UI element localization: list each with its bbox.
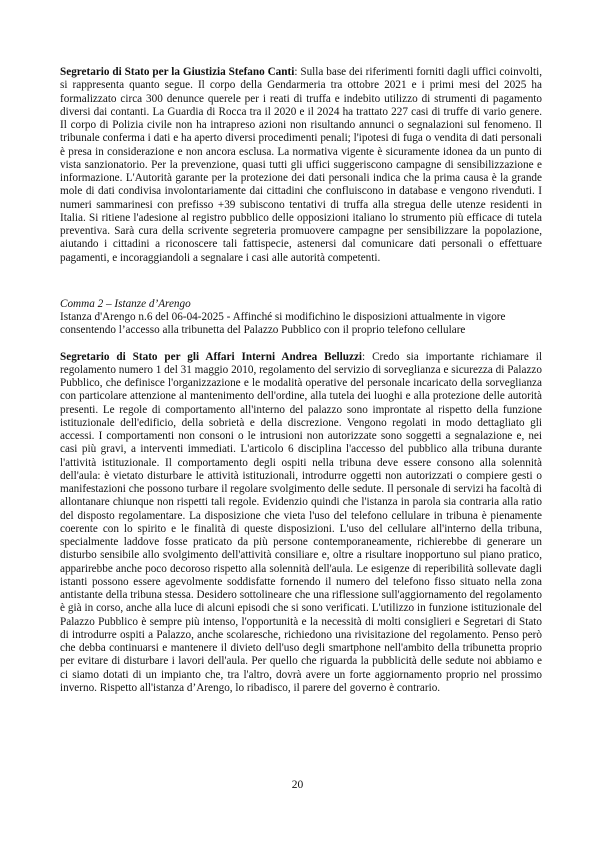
comma-heading-text: Comma 2 – Istanze d’Arengo — [60, 297, 191, 310]
istanza-description: Istanza d'Arengo n.6 del 06-04-2025 - Affinché si modifichino le disposizioni attualmente in vigore consentendo l’accesso alla tribunetta del Palazzo Pubblico con il proprio telefono cellulare — [60, 311, 506, 337]
document-body — [60, 66, 542, 695]
page-number: 20 — [291, 779, 304, 791]
speaker-name: Segretario di Stato per la Giustizia Stefano Canti — [60, 66, 295, 78]
paragraph-text: : Credo sia importante richiamare il regolamento numero 1 del 31 maggio 2010, regolamento del servizio di sorveglianza e sicurezza di Palazzo Pubblico, che definisce l'organizzazione e le modalità operative del personale incaricato della sorveglianza con particolare attenzione al mantenimento dell'ordine, alla tutela dei luoghi e alla protezione delle autorità presenti. Le regole di comportamento all'interno del palazzo sono improntate al rispetto della funzione istituzionale dell'edificio, della sobrietà e della discrezione. Vengono regolati in modo dettagliato gli accessi. I comportamenti non consoni o le intrusioni non autorizzate sono soggetti a segnalazione e, nei casi più gravi, a interventi immediati. L'articolo 6 disciplina l'accesso del pubblico alla tribuna durante l'attività istituzionale. Il comportamento degli ospiti nella tribuna deve essere consono alla solennità dell'aula: è vietato disturbare le attività istituzionali, introdurre oggetti non autorizzati o compiere gesti o manifestazioni che possono turbare il regolare svolgimento delle sedute. Il personale di servizi ha facoltà di allontanare chiunque non rispetti tali regole. Evidenzio quindi che l'istanza in parola sia contraria alla ratio del disposto regolamentare. La disposizione che vieta l'uso del telefono cellulare in tribuna è pienamente coerente con lo spirito e le finalità di queste disposizioni. L'uso del cellulare all'interno della tribuna, specialmente laddove fosse praticato da più persone contemporaneamente, richierebbe di generare un disturbo sensibile allo svolgimento dell'attività consiliare e, oltre a risultare inopportuno sul piano pratico, apparirebbe anche poco decoroso rispetto alla solennità dell'aula. Le esigenze di reperibilità sollevate dagli istanti possono essere agevolmente soddisfatte fornendo il numero del telefono fisso situato nella zona antistante della tribuna stessa. Desidero sottolineare che una riflessione sull'aggiornamento del regolamento è già in corso, anche alla luce di alcuni episodi che si sono verificati. L'utilizzo in funzione istituzionale del Palazzo Pubblico è sempre più intenso, l'opportunità e la necessità di molti consiglieri e Segretari di Stato di introdurre ospiti a Palazzo, anche scolaresche, richiedono una rivisitazione del regolamento. Penso però che debba continuarsi e mantenere il divieto dell'uso degli smartphone nell'ambito della tribunetta proprio per evitare di disturbare i lavori dell'aula. Per quello che riguarda la pubblicità delle sedute noi abbiamo e ci siamo dotati di un impianto che, tra l'altro, dovrà avere un forte aggiornamento proprio nel prossimo inverno. Rispetto all'istanza d’Arengo, lo ribadisco, il parere del governo è contrario. — [60, 350, 542, 694]
paragraph-giustizia — [60, 66, 542, 265]
comma-heading — [60, 298, 542, 311]
speaker-name: Segretario di Stato per gli Affari Interni Andrea Belluzzi — [60, 350, 363, 363]
paragraph-affari-interni — [60, 351, 542, 696]
paragraph-text: : Sulla base dei riferimenti forniti dagli uffici coinvolti, si rappresenta quanto segue. Il corpo della Gendarmeria tra ottobre 2021 e i primi mesi del 2025 ha formalizzato circa 300 denunce querele per i reati di truffa e indebito utilizzo di strumenti di pagamento diversi dai contanti. La Guardia di Rocca tra il 2020 e il 2024 ha trattato 227 casi di truffe di vario genere. Il corpo di Polizia civile non ha intrapreso azioni non risultando annunci o segnalazioni sul fenomeno. Il tribunale conferma i dati e ha aperto diversi procedimenti penali; l'ipotesi di fuga o vendita di dati personali è presa in considerazione e non ancora esclusa. La normativa vigente è sicuramente idonea da un punto di vista sanzionatorio. Per la prevenzione, quasi tutti gli uffici suggeriscono campagne di sensibilizzazione e informazione. L'Autorità garante per la protezione dei dati personali indica che la prima causa è la grande mole di dati condivisa involontariamente dai cittadini che confluiscono in database e vengono rivenduti. I numeri sammarinesi con prefisso +39 subiscono tentativi di truffa alla stregua delle utenze residenti in Italia. Si ritiene l'adesione al registro pubblico delle opposizioni italiano lo strumento più efficace di tutela preventiva. Sarà cura della scrivente segreteria promuovere campagne per sensibilizzare la popolazione, aiutando i cittadini a riconoscere tali fattispecie, astenersi dal comunicare dati personali o effettuare pagamenti, e incoraggiandoli a segnalare i casi alle autorità competenti. — [60, 66, 542, 264]
